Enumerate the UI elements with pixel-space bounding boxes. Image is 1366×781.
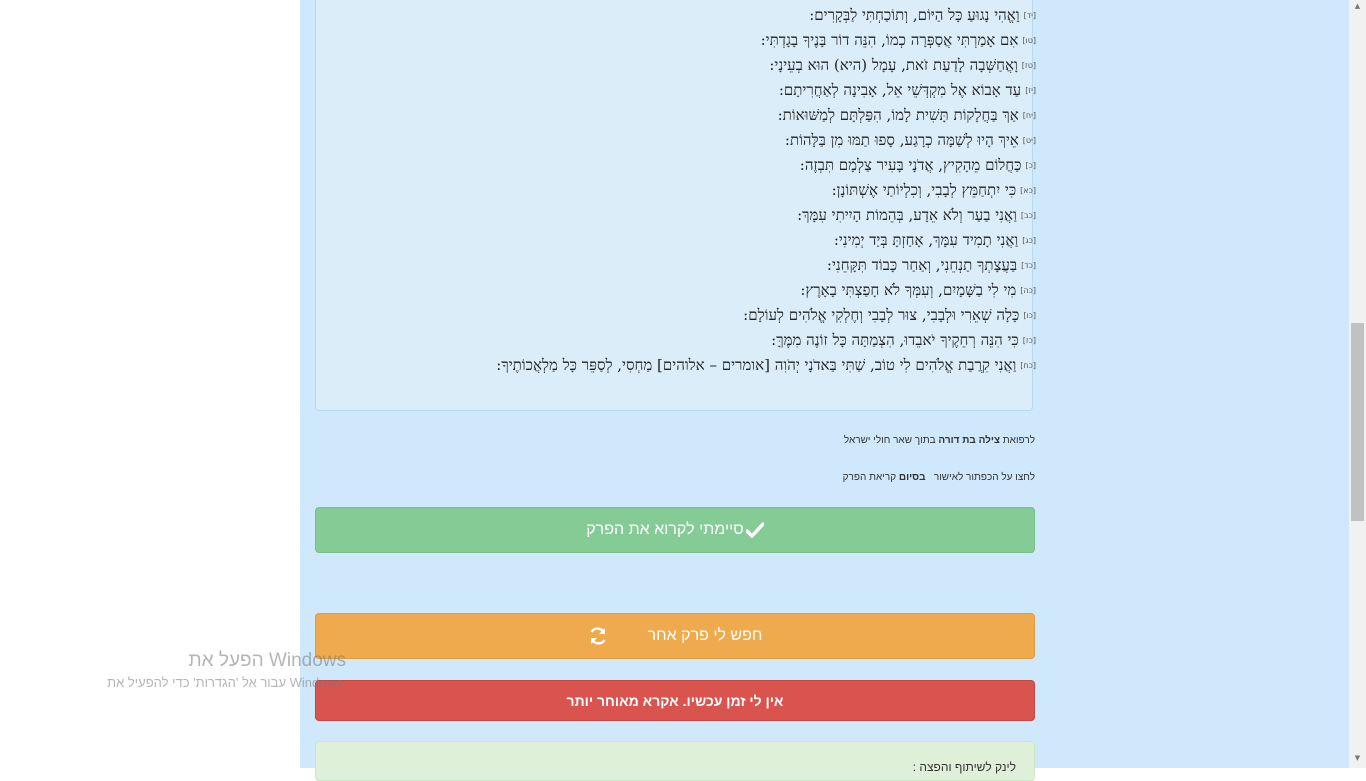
verse-text: אִם אָמַרְתִּי אֲסַפְּרָה כְמוֹ, הִנֵּה דוֹר בָּנֶיךָ בָגָדְתִּי: <box>760 31 1019 49</box>
instruction-bold: בסיום <box>898 472 926 483</box>
verse-number: [טז] <box>1021 61 1036 70</box>
verse-number: [יט] <box>1022 136 1036 145</box>
verse-line <box>769 55 1036 75</box>
watermark-subtitle: עבור אל 'הגדרות' כדי להפעיל את Windows. <box>107 675 346 690</box>
page-scrollbar[interactable] <box>1349 0 1366 768</box>
no-time-label: אין לי זמן עכשיו. אקרא מאוחר יותר <box>566 692 784 709</box>
verse-line <box>797 205 1036 225</box>
verse-number: [יז] <box>1025 86 1036 95</box>
verse-number: [כד] <box>1021 261 1036 270</box>
verse-line <box>827 255 1036 275</box>
healing-dedication <box>844 435 1035 446</box>
healing-prefix: לרפואת <box>1002 435 1035 446</box>
verse-line <box>832 180 1036 200</box>
finished-reading-label: סיימתי לקרוא את הפרק <box>586 521 744 538</box>
verse-text: וַאֲנִי בַעַר וְלֹא אֵדָע, בְּהֵמוֹת הָיִיתִי עִמָּךְ: <box>797 206 1017 224</box>
verse-text: וַאֲנִי תָמִיד עִמָּךְ, אָחַזְתָּ בְּיַד יְמִינִי: <box>833 231 1019 249</box>
share-link-panel <box>315 741 1035 781</box>
scroll-down-arrow-icon[interactable]: ▼ <box>1354 754 1361 762</box>
find-another-chapter-label: חפש לי פרק אחר <box>647 627 763 644</box>
verse-line <box>743 305 1036 325</box>
verse-text: וָאֱהִי נָגוּעַ כָּל הַיּוֹם, וְתוֹכַחְתִּי לַבְּקָרִים: <box>809 6 1020 24</box>
scroll-up-arrow-icon[interactable]: ▲ <box>1354 2 1361 10</box>
verse-text: בַּעֲצָתְךָ תַנְחֵנִי, וְאַחַר כָּבוֹד תִּקָּחֵנִי: <box>826 256 1018 274</box>
verse-text: וַאֲנִי קִרֲבַת אֱלֹהִים לִי טוֹב, שַׁתִּי בַּאדֹנָי יְהֹוִה [אומרים – אלוהים] מַחְסִי, לְסַפֵּר כָּל מַלְאֲכוֹתֶיךָ: <box>496 356 1017 374</box>
finished-reading-button[interactable] <box>315 507 1035 553</box>
verse-number: [יח] <box>1022 111 1036 120</box>
verse-text: אֵיךְ הָיוּ לְשַׁמָּה כְרָגַע, סָפוּ תַמּוּ מִן בַּלָּהוֹת: <box>784 131 1019 149</box>
verse-number: [כז] <box>1022 336 1036 345</box>
verse-text: כַּחֲלוֹם מֵהָקִיץ, אֲדֹנָי בָּעִיר צַלְמָם תִּבְזֶה: <box>799 156 1022 174</box>
verse-text: כִּי יִתְחַמֵּץ לְבָבִי, וְכִלְיוֹתַי אֶשְׁתּוֹנָן: <box>831 181 1017 199</box>
verse-number: [יד] <box>1023 11 1036 20</box>
verse-line <box>834 230 1036 250</box>
verse-text: מִי לִי בַשָּׁמָיִם, וְעִמְּךָ לֹא חָפַצְתִּי בָאָרֶץ: <box>800 281 1017 299</box>
verse-line <box>761 30 1036 50</box>
verse-number: [כא] <box>1020 186 1036 195</box>
verse-line <box>800 280 1036 300</box>
verse-number: [כה] <box>1020 286 1036 295</box>
verse-line <box>771 330 1036 350</box>
verse-text: אַךְ בַּחֲלָקוֹת תָּשִׁית לָמוֹ, הִפַּלְתָּם לְמַשּׁוּאוֹת: <box>777 106 1019 124</box>
verse-line <box>785 130 1036 150</box>
verse-number: [כג] <box>1022 236 1036 245</box>
watermark-title: הפעל את Windows <box>188 650 346 671</box>
check-icon <box>746 522 764 538</box>
healing-suffix: בתוך שאר חולי ישראל <box>843 435 936 446</box>
verse-number: [כו] <box>1023 311 1036 320</box>
verse-line <box>809 5 1036 25</box>
share-link-label: לינק לשיתוף והפצה : <box>912 760 1016 774</box>
verse-line <box>778 105 1036 125</box>
healing-name: צילה בת דורה <box>938 435 1000 446</box>
confirm-instruction <box>843 472 1035 483</box>
no-time-button[interactable] <box>315 680 1035 721</box>
instruction-text-end: קריאת הפרק <box>842 472 897 483</box>
find-another-chapter-button[interactable] <box>315 613 1035 659</box>
verse-number: [טו] <box>1022 36 1036 45</box>
verse-line <box>779 80 1036 100</box>
instruction-text: לחצו על הכפתור לאישור <box>933 472 1035 483</box>
verse-number: [כב] <box>1020 211 1036 220</box>
verse-text: כִּי הִנֵּה רְחֵקֶיךָ יֹאבֵדוּ, הִצְמַתָּה כָּל זוֹנֶה מִמֶּךָּ: <box>771 331 1019 349</box>
refresh-icon <box>588 626 608 646</box>
verse-text: כָּלָה שְׁאֵרִי וּלְבָבִי, צוּר לְבָבִי וְחֶלְקִי אֱלֹהִים לְעוֹלָם: <box>743 306 1020 324</box>
verse-text: עַד אָבוֹא אֶל מִקְדְּשֵׁי אֵל, אָבִינָה לְאַחֲרִיתָם: <box>778 81 1022 99</box>
scrollbar-thumb[interactable] <box>1351 323 1364 521</box>
verse-number: [כ] <box>1025 161 1036 170</box>
verse-line <box>800 155 1036 175</box>
verse-text: וָאֲחַשְּׁבָה לָדַעַת זֹאת, עָמָל (היא) הוּא בְעֵינָי: <box>769 56 1018 74</box>
verse-line <box>496 355 1036 375</box>
verse-number: [כח] <box>1020 361 1036 370</box>
